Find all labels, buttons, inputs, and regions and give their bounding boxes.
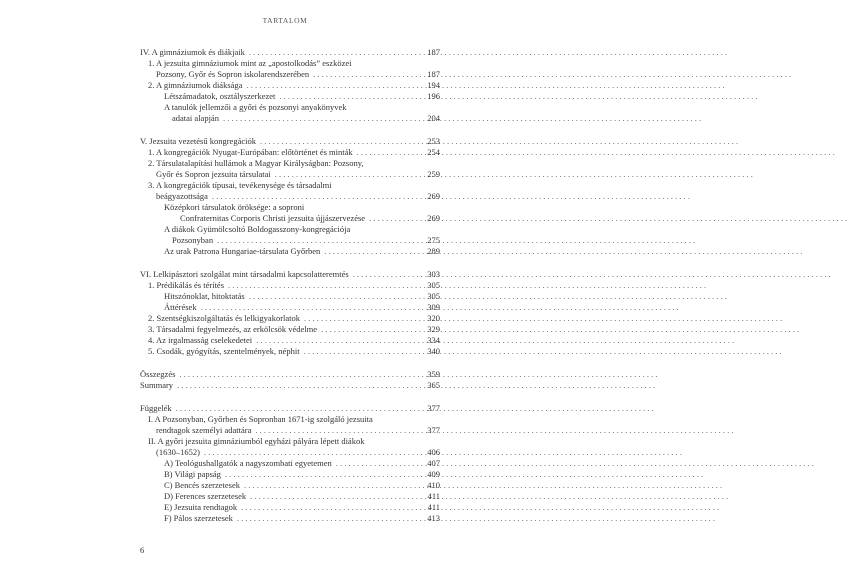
dot-leader bbox=[179, 369, 422, 380]
toc-entry[interactable] bbox=[140, 202, 440, 213]
toc-entry[interactable] bbox=[140, 302, 440, 313]
toc-entry-title: adatai alapján bbox=[172, 113, 219, 123]
dot-leader bbox=[324, 246, 422, 257]
dot-leader bbox=[369, 213, 422, 224]
toc-entry-title: Középkori társulatok öröksége: a soproni bbox=[164, 202, 305, 212]
dot-leader bbox=[336, 458, 422, 469]
dot-leader bbox=[275, 169, 422, 180]
toc-page-number: 305 bbox=[427, 280, 440, 290]
toc-entry[interactable] bbox=[140, 425, 440, 436]
toc-entry-title: Győr és Sopron jezsuita társulatai bbox=[156, 169, 271, 179]
toc-entry-line: 2. Társulatalapítási hullámok a Magyar Királyságban: Pozsony, bbox=[148, 158, 364, 168]
dot-leader bbox=[177, 380, 422, 391]
dot-leader bbox=[225, 469, 422, 480]
toc-entry[interactable] bbox=[140, 246, 440, 257]
toc-page-number: 365 bbox=[427, 380, 440, 390]
toc-entry-title: Függelék bbox=[140, 403, 172, 413]
toc-entry-title: 2. Szentségkiszolgáltatás és lelkigyakorlatok bbox=[148, 313, 301, 323]
toc-entry-title: E) Jezsuita rendtagok bbox=[164, 502, 238, 512]
dot-leader bbox=[204, 447, 422, 458]
toc-page-number: 329 bbox=[427, 324, 440, 334]
toc-entry-title: 3. Társadalmi fegyelmezés, az erkölcsök védelme bbox=[148, 324, 318, 334]
toc-entry-line: A diákok Gyümölcsoltó Boldogasszony-kongregációja bbox=[164, 224, 351, 234]
toc-entry[interactable] bbox=[140, 513, 440, 524]
toc-entry[interactable] bbox=[140, 69, 440, 80]
dot-leader bbox=[321, 324, 422, 335]
toc-page-number: 187 bbox=[427, 69, 440, 79]
dot-leader bbox=[212, 191, 422, 202]
toc-page-number: 411 bbox=[427, 491, 440, 501]
toc-entry-title: A) Teológushallgatók a nagyszombati egyetemen bbox=[164, 458, 332, 468]
toc-entry-title: B) Világi papság bbox=[164, 469, 221, 479]
toc-section bbox=[140, 269, 440, 357]
toc-page-number: 309 bbox=[427, 302, 440, 312]
section-gap bbox=[140, 357, 440, 369]
toc-page-number: 359 bbox=[427, 369, 440, 379]
toc-section bbox=[140, 403, 440, 524]
toc-page-number: 187 bbox=[427, 47, 440, 57]
toc-entry-title: Pozsony, Győr és Sopron iskolarendszerében bbox=[156, 69, 310, 79]
toc-entry[interactable] bbox=[140, 169, 440, 180]
dot-leader bbox=[217, 235, 422, 246]
toc-page-number: 377 bbox=[427, 425, 440, 435]
toc-page-number: 334 bbox=[427, 335, 440, 345]
toc-entry[interactable] bbox=[140, 280, 440, 291]
toc-entry-title: beágyazottsága bbox=[156, 191, 208, 201]
toc-entry-title: D) Ferences szerzetesek bbox=[164, 491, 247, 501]
toc-section bbox=[140, 369, 440, 391]
toc-entry[interactable] bbox=[140, 403, 440, 414]
toc-section bbox=[140, 136, 440, 257]
toc-entry-title: (1630–1652) bbox=[156, 447, 200, 457]
dot-leader bbox=[256, 335, 422, 346]
toc-entry-title: Pozsonyban bbox=[172, 235, 214, 245]
toc-entry[interactable] bbox=[140, 136, 440, 147]
toc-entry-title: 1. A kongregációk Nyugat-Európában: előtörténet és minták bbox=[148, 147, 353, 157]
dot-leader bbox=[357, 147, 422, 158]
toc-page-number: 377 bbox=[427, 403, 440, 413]
dot-leader bbox=[353, 269, 422, 280]
toc-entry[interactable] bbox=[140, 469, 440, 480]
dot-leader bbox=[246, 80, 422, 91]
toc-page-number: 259 bbox=[427, 169, 440, 179]
toc-page-number: 196 bbox=[427, 91, 440, 101]
toc-entry[interactable] bbox=[140, 380, 440, 391]
toc-page-number: 411 bbox=[427, 502, 440, 512]
dot-leader bbox=[249, 291, 422, 302]
toc-entry[interactable] bbox=[140, 369, 440, 380]
toc-entry-title: F) Pálos szerzetesek bbox=[164, 513, 233, 523]
toc-entry-line: A tanulók jellemzői a győri és pozsonyi anyakönyvek bbox=[164, 102, 347, 112]
toc-entry[interactable] bbox=[140, 47, 440, 58]
toc-entry-title: 4. Az irgalmasság cselekedetei bbox=[148, 335, 253, 345]
toc-entry[interactable] bbox=[140, 480, 440, 491]
toc-entry[interactable] bbox=[140, 147, 440, 158]
toc-entry[interactable] bbox=[140, 113, 440, 124]
toc-entry[interactable] bbox=[140, 235, 440, 246]
toc-entry[interactable] bbox=[140, 291, 440, 302]
toc-entry-title: C) Bencés szerzetesek bbox=[164, 480, 240, 490]
dot-leader bbox=[223, 113, 422, 124]
dot-leader bbox=[237, 513, 422, 524]
toc-page-number: 410 bbox=[427, 480, 440, 490]
toc-entry[interactable] bbox=[140, 447, 440, 458]
dot-leader bbox=[304, 346, 422, 357]
section-gap bbox=[140, 124, 440, 136]
dot-leader bbox=[201, 302, 422, 313]
toc-page-number: 289 bbox=[427, 246, 440, 256]
toc-entry-title: V. Jezsuita vezetésű kongregációk bbox=[140, 136, 256, 146]
dot-leader bbox=[244, 480, 422, 491]
toc-entry[interactable] bbox=[140, 491, 440, 502]
table-of-contents bbox=[140, 47, 440, 524]
toc-entry-title: 1. Prédikálás és térítés bbox=[148, 280, 225, 290]
toc-page-number: 254 bbox=[427, 147, 440, 157]
toc-section bbox=[140, 47, 440, 124]
toc-entry-title: Az urak Patrona Hungariae-társulata Győrben bbox=[164, 246, 321, 256]
dot-leader bbox=[279, 91, 422, 102]
toc-page-number: 253 bbox=[427, 136, 440, 146]
toc-page-number: 269 bbox=[427, 213, 440, 223]
toc-page-number: 275 bbox=[427, 235, 440, 245]
toc-entry[interactable] bbox=[140, 213, 440, 224]
section-gap bbox=[140, 391, 440, 403]
toc-entry[interactable] bbox=[140, 346, 440, 357]
toc-entry-line: 1. A jezsuita gimnáziumok mint az „apostolkodás” eszközei bbox=[148, 58, 352, 68]
toc-page-number: 340 bbox=[427, 346, 440, 356]
toc-entry-title: Létszámadatok, osztályszerkezet bbox=[164, 91, 276, 101]
toc-entry[interactable] bbox=[140, 502, 440, 513]
toc-entry[interactable] bbox=[140, 191, 440, 202]
toc-entry[interactable] bbox=[140, 80, 440, 91]
toc-entry[interactable] bbox=[140, 335, 440, 346]
toc-entry-title: Áttérések bbox=[164, 302, 197, 312]
toc-page-number: 407 bbox=[427, 458, 440, 468]
toc-entry-title: Összegzés bbox=[140, 369, 176, 379]
dot-leader bbox=[304, 313, 422, 324]
toc-entry[interactable] bbox=[140, 324, 440, 335]
toc-entry-title: Summary bbox=[140, 380, 174, 390]
toc-entry-line: I. A Pozsonyban, Győrben és Sopronban 1671-ig szolgáló jezsuita bbox=[148, 414, 373, 424]
toc-page-number: 303 bbox=[427, 269, 440, 279]
dot-leader bbox=[250, 491, 422, 502]
toc-entry-title: Hitszónoklat, hitoktatás bbox=[164, 291, 245, 301]
toc-page-number: 305 bbox=[427, 291, 440, 301]
toc-page-number: 406 bbox=[427, 447, 440, 457]
toc-page-number: 413 bbox=[427, 513, 440, 523]
toc-entry-title: rendtagok személyi adattára bbox=[156, 425, 252, 435]
toc-entry-title: Confraternitas Corporis Christi jezsuita újjászervezése bbox=[180, 213, 366, 223]
toc-entry-title: IV. A gimnáziumok és diákjaik bbox=[140, 47, 245, 57]
toc-entry-line: II. A győri jezsuita gimnáziumból egyházi pályára lépett diákok bbox=[148, 436, 365, 446]
toc-page-number: 194 bbox=[427, 80, 440, 90]
toc-entry-title: 5. Csodák, gyógyítás, szentelmények, néphit bbox=[148, 346, 300, 356]
running-header: TARTALOM bbox=[262, 16, 308, 25]
dot-leader bbox=[228, 280, 422, 291]
toc-entry[interactable] bbox=[140, 269, 440, 280]
dot-leader bbox=[260, 136, 422, 147]
toc-entry[interactable] bbox=[140, 458, 440, 469]
dot-leader bbox=[255, 425, 422, 436]
toc-entry[interactable] bbox=[140, 91, 440, 102]
toc-page-number: 204 bbox=[427, 113, 440, 123]
toc-page-number: 320 bbox=[427, 313, 440, 323]
dot-leader bbox=[241, 502, 422, 513]
dot-leader bbox=[313, 69, 422, 80]
dot-leader bbox=[249, 47, 422, 58]
toc-page-number: 269 bbox=[427, 191, 440, 201]
toc-entry-title: 2. A gimnáziumok diáksága bbox=[148, 80, 243, 90]
toc-entry[interactable] bbox=[140, 313, 440, 324]
toc-entry-line: 3. A kongregációk típusai, tevékenysége és társadalmi bbox=[148, 180, 332, 190]
page-number: 6 bbox=[140, 545, 145, 555]
dot-leader bbox=[176, 403, 422, 414]
section-gap bbox=[140, 257, 440, 269]
toc-page-number: 409 bbox=[427, 469, 440, 479]
toc-entry-title: VI. Lelkipásztori szolgálat mint társadalmi kapcsolatteremtés bbox=[140, 269, 349, 279]
